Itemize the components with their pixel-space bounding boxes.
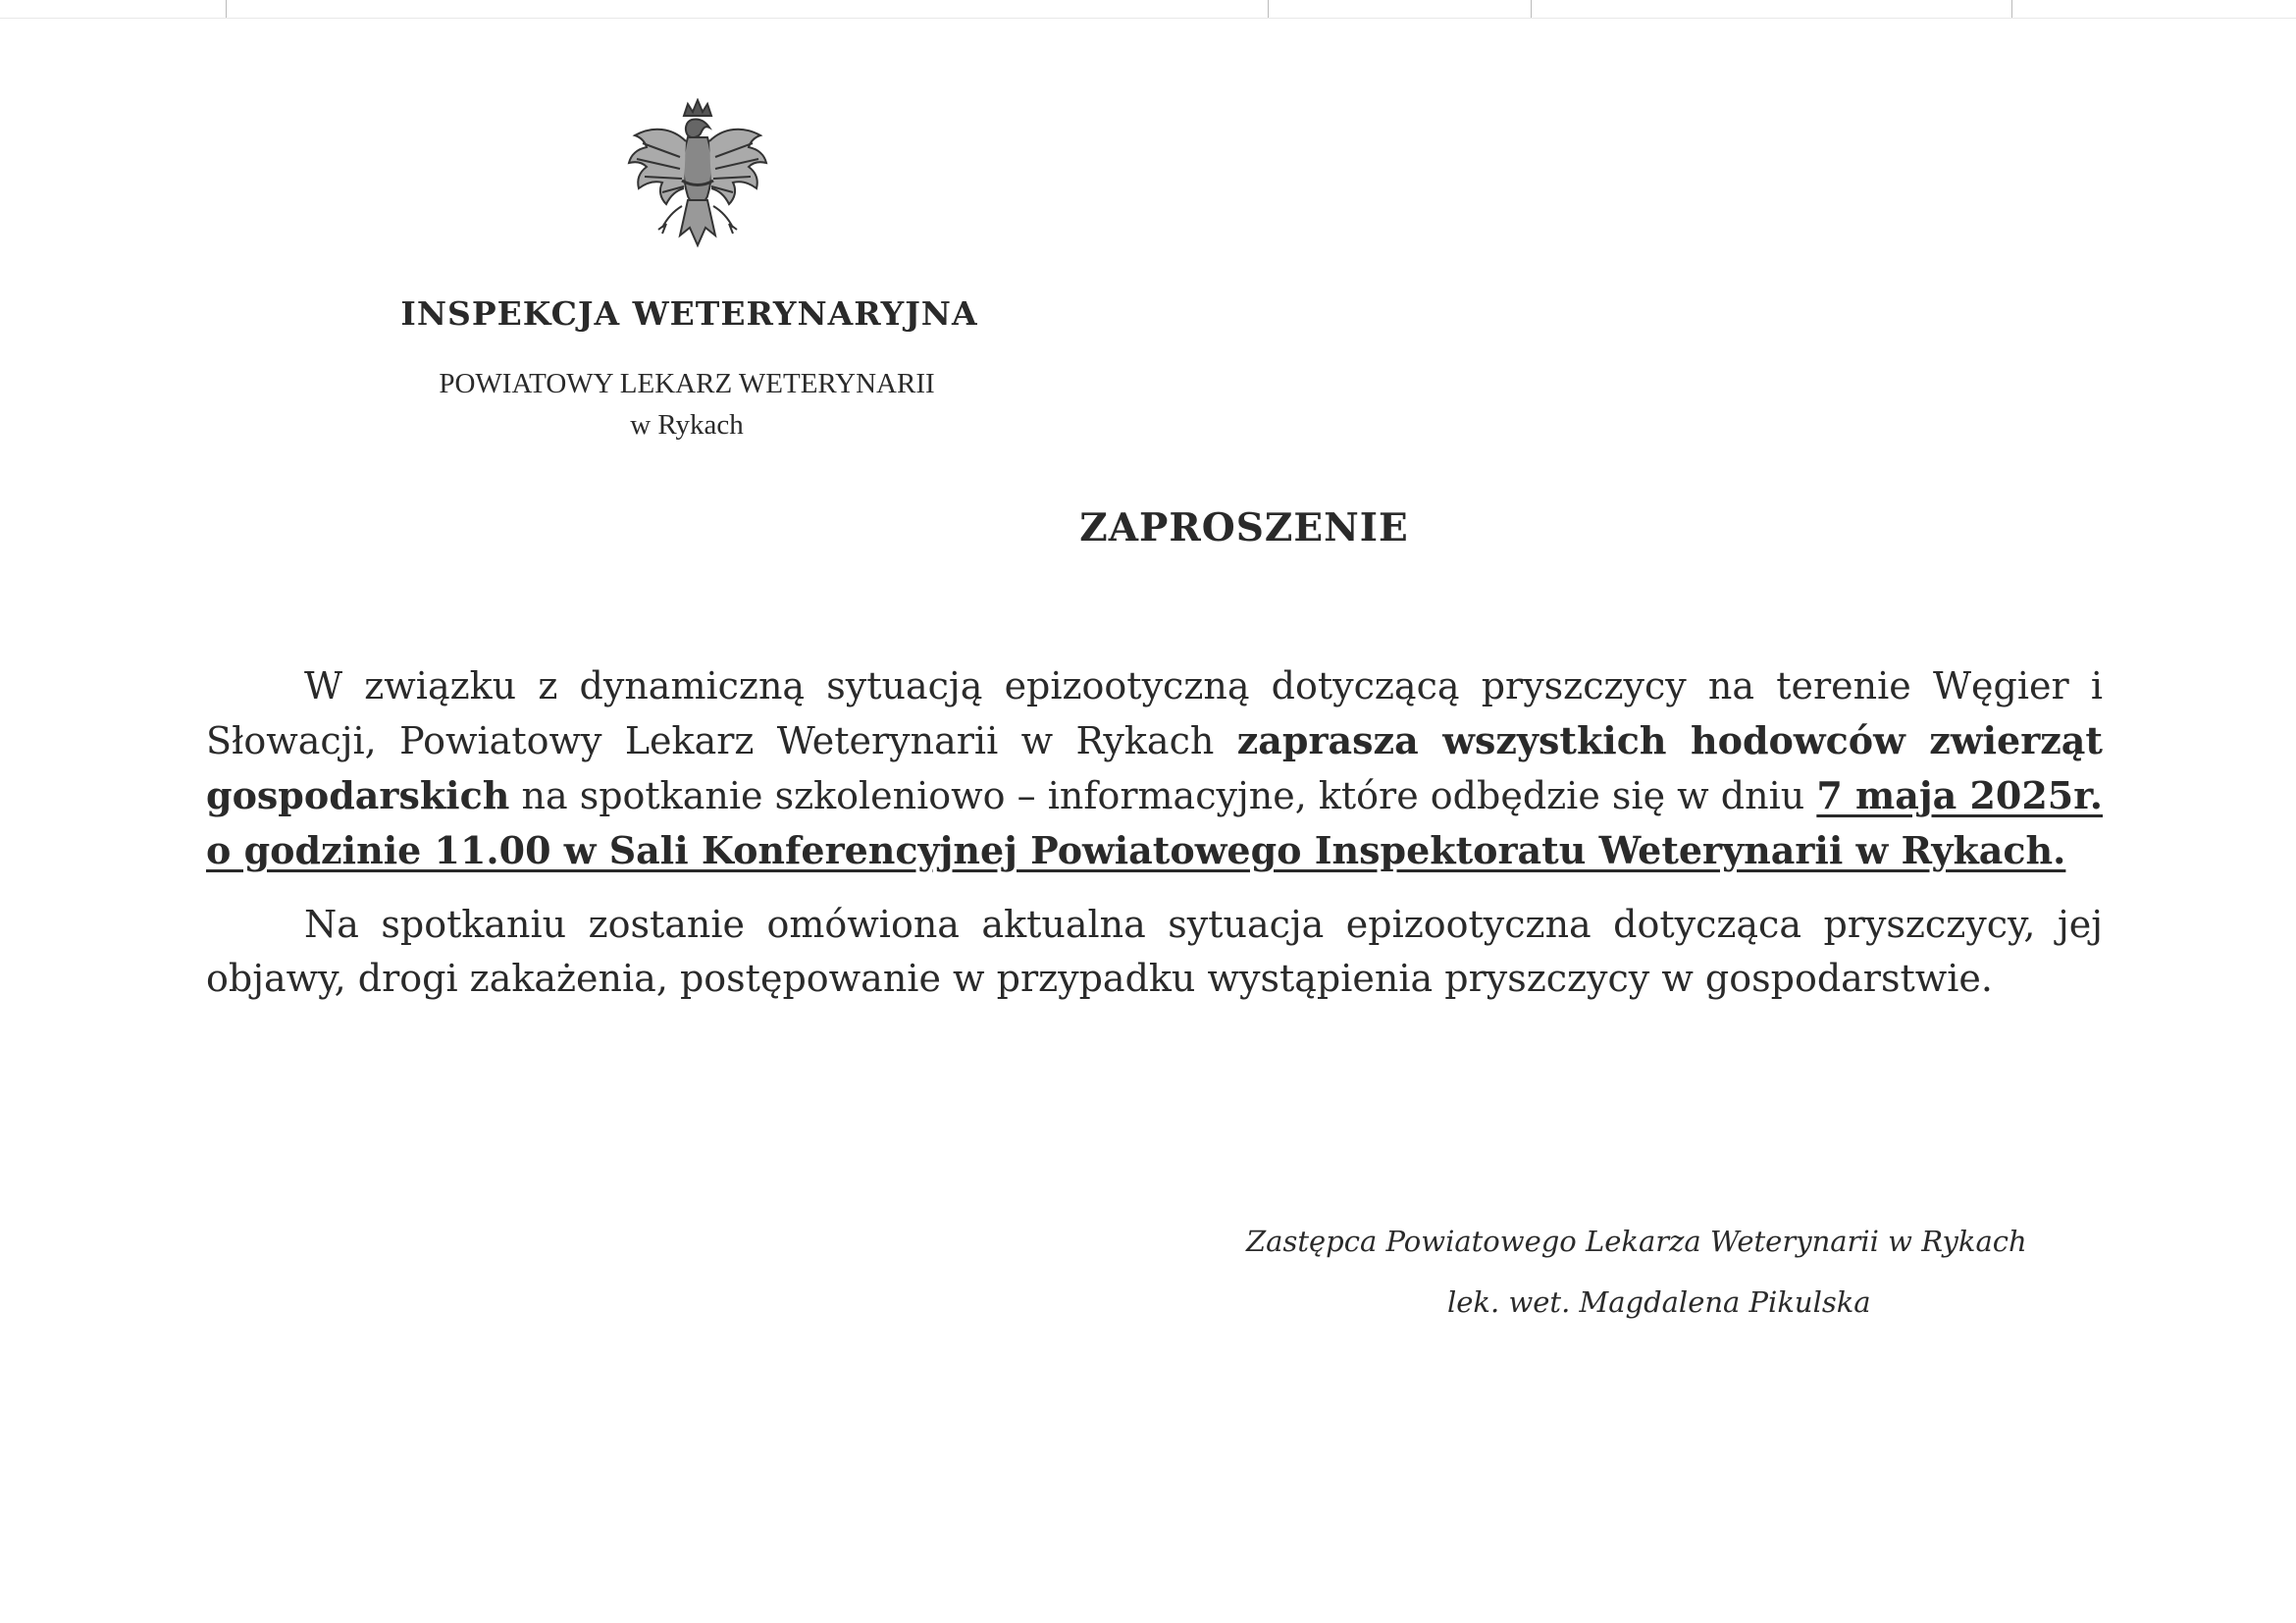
scan-tick [2011,0,2012,18]
paragraph-intro-text: W związku z dynamiczną sytuacją epizootyczną dotyczącą pryszczycy na terenie Węgier i Słowacji, Powiatowy Lekarz Weterynarii w Rykach [206,664,2103,762]
paragraph-invitation [206,659,2103,878]
institution-name: INSPEKCJA WETERYNARYJNA [400,294,978,333]
office-line-2: w Rykach [630,409,744,441]
scan-tick [1531,0,1532,18]
eagle-emblem-icon [623,98,772,265]
office-name [0,363,1374,445]
scan-tick [226,0,227,18]
invitees-text: zaprasza wszystkich hodowców zwierząt gospodarskich [206,718,2103,817]
signatory-position: Zastępca Powiatowego Lekarza Weterynarii w Rykach [1246,1225,2027,1258]
office-line-1: POWIATOWY LEKARZ WETERYNARII [439,368,935,399]
scan-tick [1268,0,1269,18]
paragraph-middle-text: na spotkanie szkoleniowo – informacyjne, które odbędzie się w dniu [509,774,1817,817]
paragraph-agenda: Na spotkaniu zostanie omówiona aktualna sytuacja epizootyczna dotycząca pryszczycy, jej objawy, drogi zakażenia, postępowanie w przypadku wystąpienia pryszczycy w gospodarstwie. [206,903,2103,1000]
meeting-details-text: 7 maja 2025r. o godzinie 11.00 w Sali Konferencyjnej Powiatowego Inspektoratu Weterynarii w Rykach. [206,773,2104,872]
signatory-name: lek. wet. Magdalena Pikulska [1447,1285,1871,1319]
document-title: ZAPROSZENIE [1079,505,1409,550]
scan-top-edge [0,0,2296,19]
document-body [206,659,2103,1025]
